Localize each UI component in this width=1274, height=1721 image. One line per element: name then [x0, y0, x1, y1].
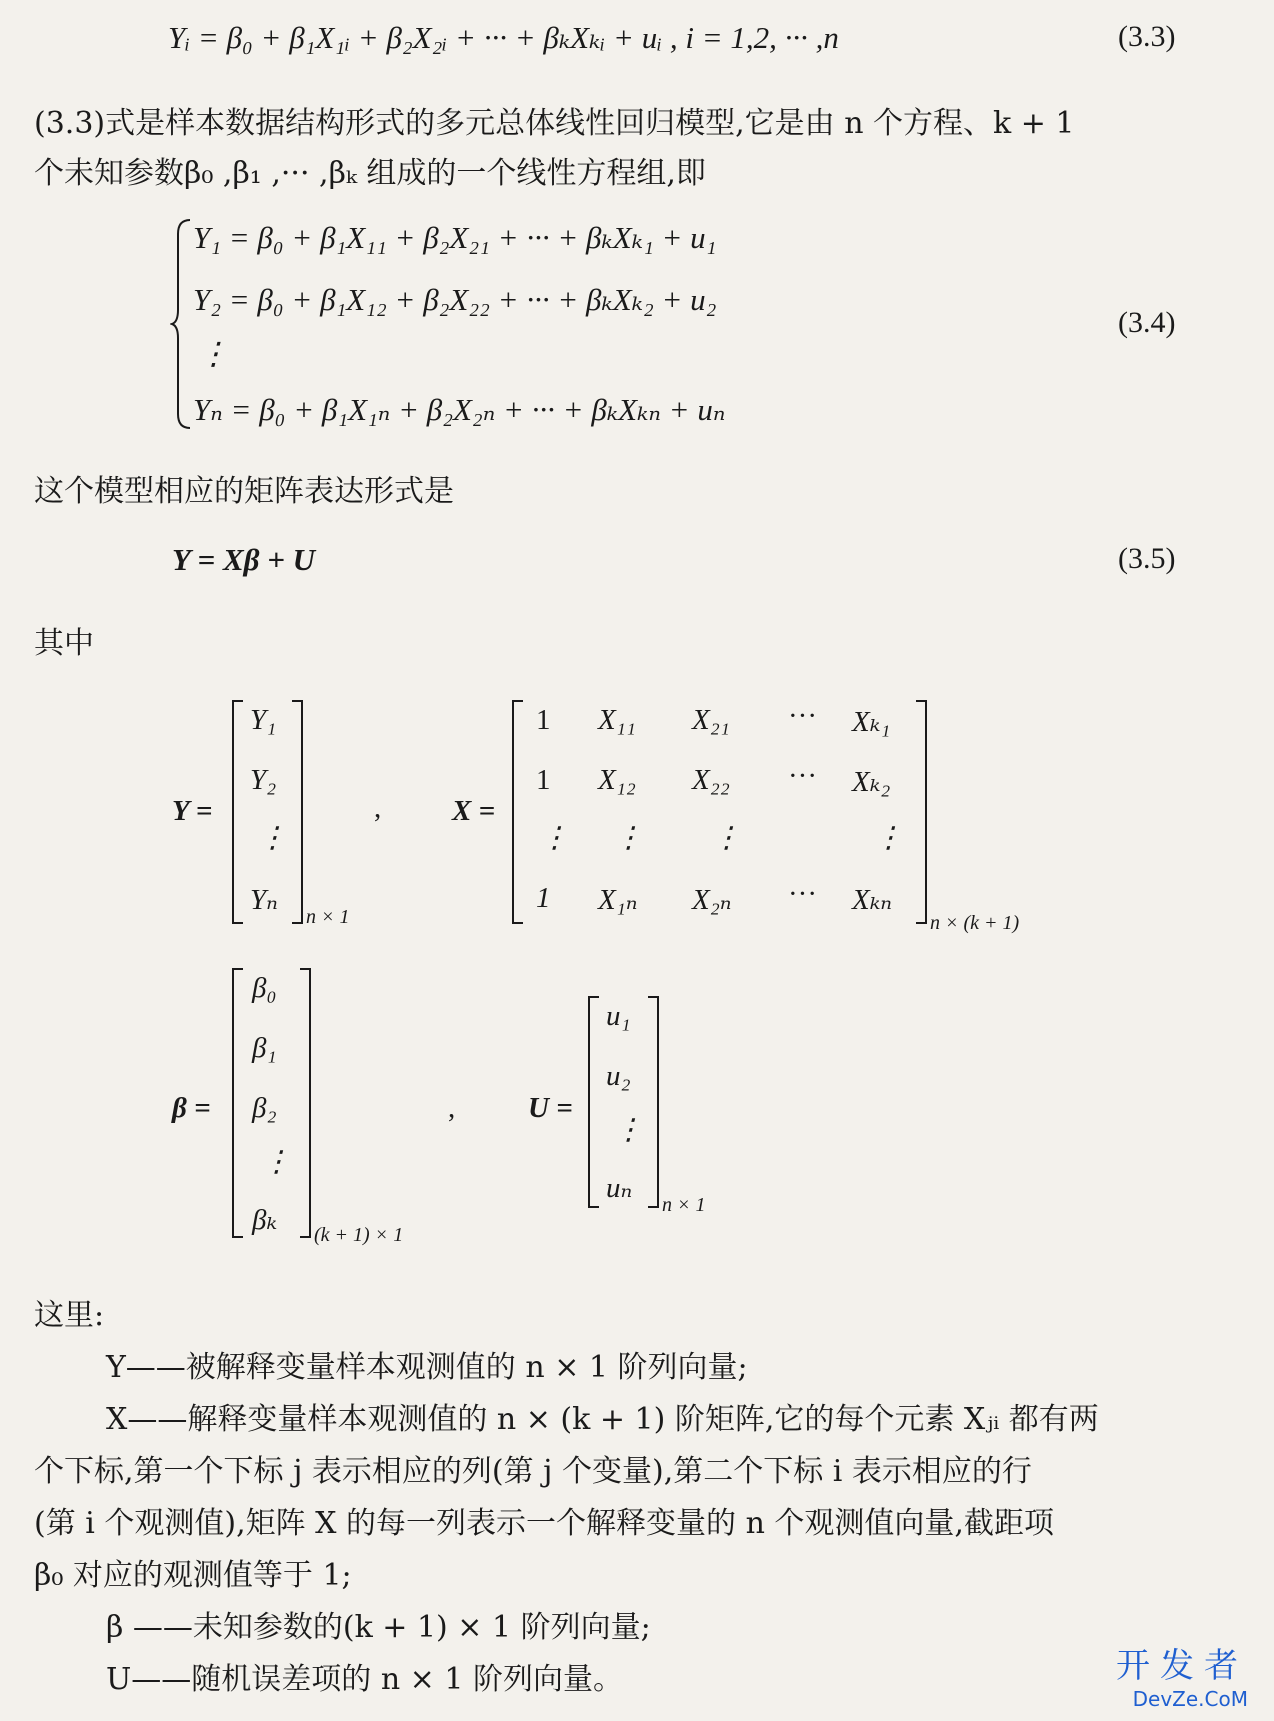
matrix-entry: 1	[536, 704, 551, 736]
matrix-entry: X₁₁	[598, 704, 636, 736]
matrix-entry: ⋮	[712, 822, 741, 854]
equation-3-3: Yᵢ = β₀ + β₁X₁ᵢ + β₂X₂ᵢ + ··· + βₖXₖᵢ + uᵢ , i = 1,2, ··· ,n	[168, 20, 839, 55]
matrix-entry: u₁	[606, 1000, 631, 1032]
matrix-bracket-right	[648, 996, 659, 1208]
definition-beta: β ——未知参数的(k + 1) × 1 阶列向量;	[106, 1610, 651, 1645]
equation-number-3-5: (3.5)	[1118, 542, 1176, 575]
matrix-entry: β₀	[252, 972, 277, 1004]
matrix-entry: X₂ₙ	[692, 884, 732, 916]
matrix-entry: X₁₂	[598, 764, 636, 796]
paragraph-line: 其中	[34, 626, 94, 661]
definition-x-continued: (第 i 个观测值),矩阵 X 的每一列表示一个解释变量的 n 个观测值向量,截距项	[34, 1506, 1054, 1541]
matrix-bracket-left	[232, 968, 243, 1238]
matrix-bracket-right	[292, 700, 303, 924]
matrix-entry: X₂₂	[692, 764, 730, 796]
equation-number-3-3: (3.3)	[1118, 20, 1176, 53]
matrix-bracket-left	[512, 700, 523, 924]
matrix-beta-label: β =	[172, 1092, 211, 1124]
paragraph-line: (3.3)式是样本数据结构形式的多元总体线性回归模型,它是由 n 个方程、k + 1	[34, 106, 1075, 141]
system-row: Y₂ = β₀ + β₁X₁₂ + β₂X₂₂ + ··· + βₖXₖ₂ + u₂	[193, 282, 717, 317]
matrix-entry: ⋮	[614, 1114, 643, 1146]
paragraph-line: 个未知参数β₀ ,β₁ ,··· ,βₖ 组成的一个线性方程组,即	[34, 156, 706, 191]
matrix-entry: u₂	[606, 1060, 631, 1092]
matrix-entry: uₙ	[606, 1172, 633, 1204]
matrix-dimension: n × (k + 1)	[930, 912, 1020, 934]
definition-u: U——随机误差项的 n × 1 阶列向量。	[106, 1662, 623, 1697]
matrix-bracket-right	[916, 700, 927, 924]
separator-comma: ,	[448, 1092, 456, 1124]
matrix-entry: ⋮	[258, 822, 287, 854]
matrix-entry: ···	[788, 878, 817, 910]
matrix-dimension: n × 1	[306, 906, 350, 928]
definition-x: X——解释变量样本观测值的 n × (k + 1) 阶矩阵,它的每个元素 Xⱼᵢ 都有两	[106, 1402, 1099, 1437]
separator-comma: ,	[374, 792, 382, 824]
left-brace	[170, 218, 192, 430]
matrix-bracket-right	[300, 968, 311, 1238]
matrix-entry: βₖ	[252, 1204, 278, 1236]
matrix-entry: ···	[788, 700, 817, 732]
matrix-entry: Xₖ₂	[852, 766, 891, 798]
matrix-entry: X₂₁	[692, 704, 730, 736]
matrix-x-label: X =	[452, 795, 496, 827]
matrix-y-label: Y =	[172, 795, 213, 827]
equation-number-3-4: (3.4)	[1118, 306, 1176, 339]
matrix-entry: ⋮	[262, 1146, 291, 1178]
system-row: Yₙ = β₀ + β₁X₁ₙ + β₂X₂ₙ + ··· + βₖXₖₙ + uₙ	[193, 392, 726, 427]
watermark-en: DevZe.CoM	[1132, 1687, 1248, 1711]
matrix-entry: Xₖₙ	[852, 884, 893, 916]
matrix-bracket-left	[588, 996, 599, 1208]
matrix-entry: 1	[536, 764, 551, 796]
paragraph-line: 这里:	[34, 1298, 105, 1333]
matrix-entry: ⋮	[540, 822, 569, 854]
matrix-entry: ⋮	[874, 822, 903, 854]
matrix-entry: Y₂	[250, 764, 277, 796]
system-row: ⋮	[198, 336, 229, 371]
matrix-entry: X₁ₙ	[598, 884, 638, 916]
matrix-entry: Xₖ₁	[852, 706, 891, 738]
equation-3-5: Y = Xβ + U	[172, 542, 316, 577]
matrix-entry: ···	[788, 760, 817, 792]
matrix-dimension: (k + 1) × 1	[314, 1224, 404, 1246]
matrix-dimension: n × 1	[662, 1194, 706, 1216]
matrix-entry: ⋮	[614, 822, 643, 854]
matrix-entry: β₂	[252, 1092, 277, 1124]
definition-x-continued: 个下标,第一个下标 j 表示相应的列(第 j 个变量),第二个下标 i 表示相应的行	[34, 1454, 1032, 1489]
matrix-bracket-left	[232, 700, 243, 924]
watermark	[1116, 1638, 1248, 1711]
matrix-entry: Yₙ	[250, 884, 278, 916]
matrix-u-label: U =	[528, 1092, 573, 1124]
matrix-entry: Y₁	[250, 704, 277, 736]
paragraph-line: 这个模型相应的矩阵表达形式是	[34, 474, 454, 509]
system-row: Y₁ = β₀ + β₁X₁₁ + β₂X₂₁ + ··· + βₖXₖ₁ + u₁	[193, 220, 717, 255]
matrix-entry: β₁	[252, 1032, 277, 1064]
watermark-cn: 开发者	[1116, 1646, 1248, 1686]
matrix-entry: 1	[536, 882, 551, 914]
definition-y: Y——被解释变量样本观测值的 n × 1 阶列向量;	[106, 1350, 748, 1385]
definition-x-continued: β₀ 对应的观测值等于 1;	[34, 1558, 352, 1593]
